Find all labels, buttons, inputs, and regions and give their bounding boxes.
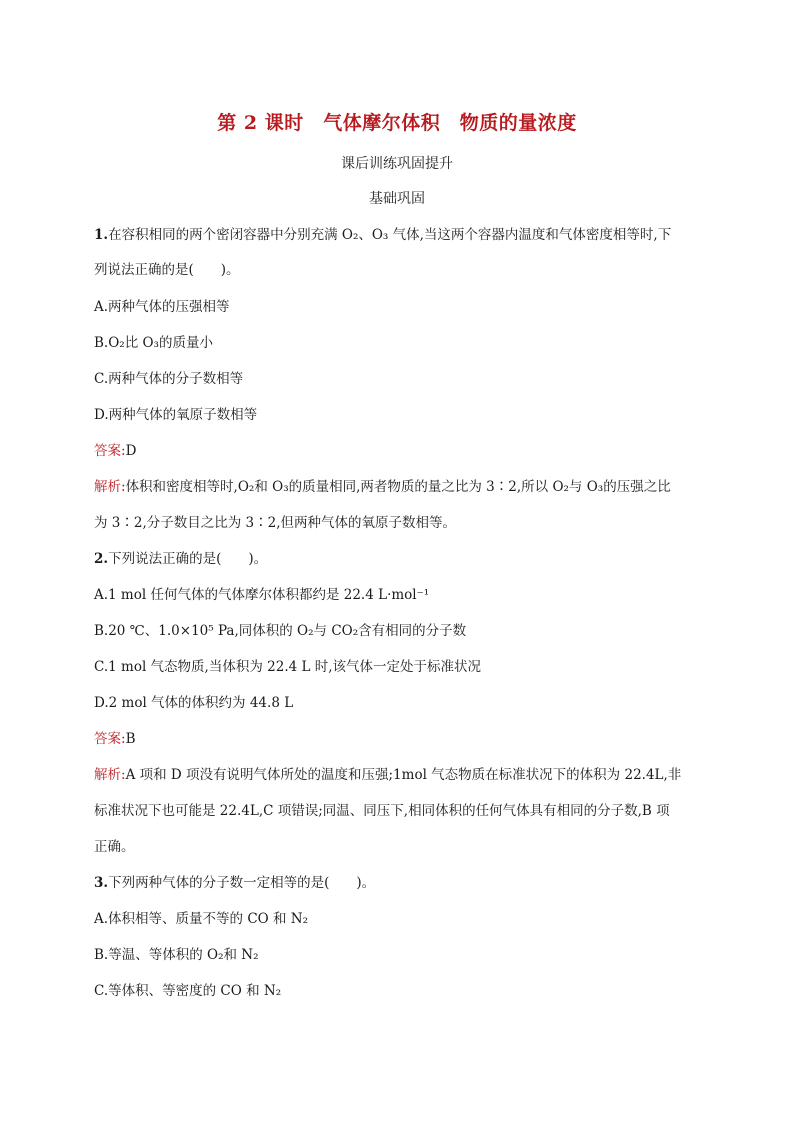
q3-stem: 3.下列两种气体的分子数一定相等的是( )。 xyxy=(94,875,376,891)
page-title: 第 2 课时 气体摩尔体积 物质的量浓度 xyxy=(217,112,577,134)
q1-option-b: B.O₂比 O₃的质量小 xyxy=(94,335,213,351)
q1-option-c: C.两种气体的分子数相等 xyxy=(94,371,244,387)
q1-number: 1. xyxy=(94,227,109,243)
q2-analysis-line3: 正确。 xyxy=(94,839,135,855)
q3-number: 3. xyxy=(94,875,109,891)
q1-analysis-line2: 为 3∶2,分子数目之比为 3∶2,但两种气体的氧原子数相等。 xyxy=(94,515,457,531)
q2-option-a: A.1 mol 任何气体的气体摩尔体积都约是 22.4 L·mol⁻¹ xyxy=(94,587,430,603)
section-heading: 基础巩固 xyxy=(369,191,425,207)
q3-option-a: A.体积相等、质量不等的 CO 和 N₂ xyxy=(94,911,309,927)
q3-option-c: C.等体积、等密度的 CO 和 N₂ xyxy=(94,983,282,999)
q1-option-a: A.两种气体的压强相等 xyxy=(94,299,230,315)
q2-option-c: C.1 mol 气态物质,当体积为 22.4 L 时,该气体一定处于标准状况 xyxy=(94,659,482,675)
q1-stem-line1: 1.在容积相同的两个密闭容器中分别充满 O₂、O₃ 气体,当这两个容器内温度和气体密度相等时,下 xyxy=(94,227,672,243)
q3-option-b: B.等温、等体积的 O₂和 N₂ xyxy=(94,947,259,963)
q1-analysis-line1: 解析:体积和密度相等时,O₂和 O₃的质量相同,两者物质的量之比为 3∶2,所以 O₂与 O₃的压强之比 xyxy=(94,479,671,495)
q2-stem: 2.下列说法正确的是( )。 xyxy=(94,551,268,567)
q1-option-d: D.两种气体的氧原子数相等 xyxy=(94,407,258,423)
q2-option-d: D.2 mol 气体的体积约为 44.8 L xyxy=(94,695,294,711)
q1-answer: 答案:D xyxy=(94,443,137,459)
q2-answer: 答案:B xyxy=(94,731,136,747)
q2-number: 2. xyxy=(94,551,109,567)
q2-analysis-line2: 标准状况下也可能是 22.4L,C 项错误;同温、同压下,相同体积的任何气体具有相同的分子数,B 项 xyxy=(94,803,670,819)
q1-stem-line2: 列说法正确的是( )。 xyxy=(94,262,240,278)
section-subtitle: 课后训练巩固提升 xyxy=(341,156,453,172)
q2-option-b: B.20 ℃、1.0×10⁵ Pa,同体积的 O₂与 CO₂含有相同的分子数 xyxy=(94,623,467,639)
q2-analysis-line1: 解析:A 项和 D 项没有说明气体所处的温度和压强;1mol 气态物质在标准状况下的体积为 22.4L,非 xyxy=(94,767,682,783)
